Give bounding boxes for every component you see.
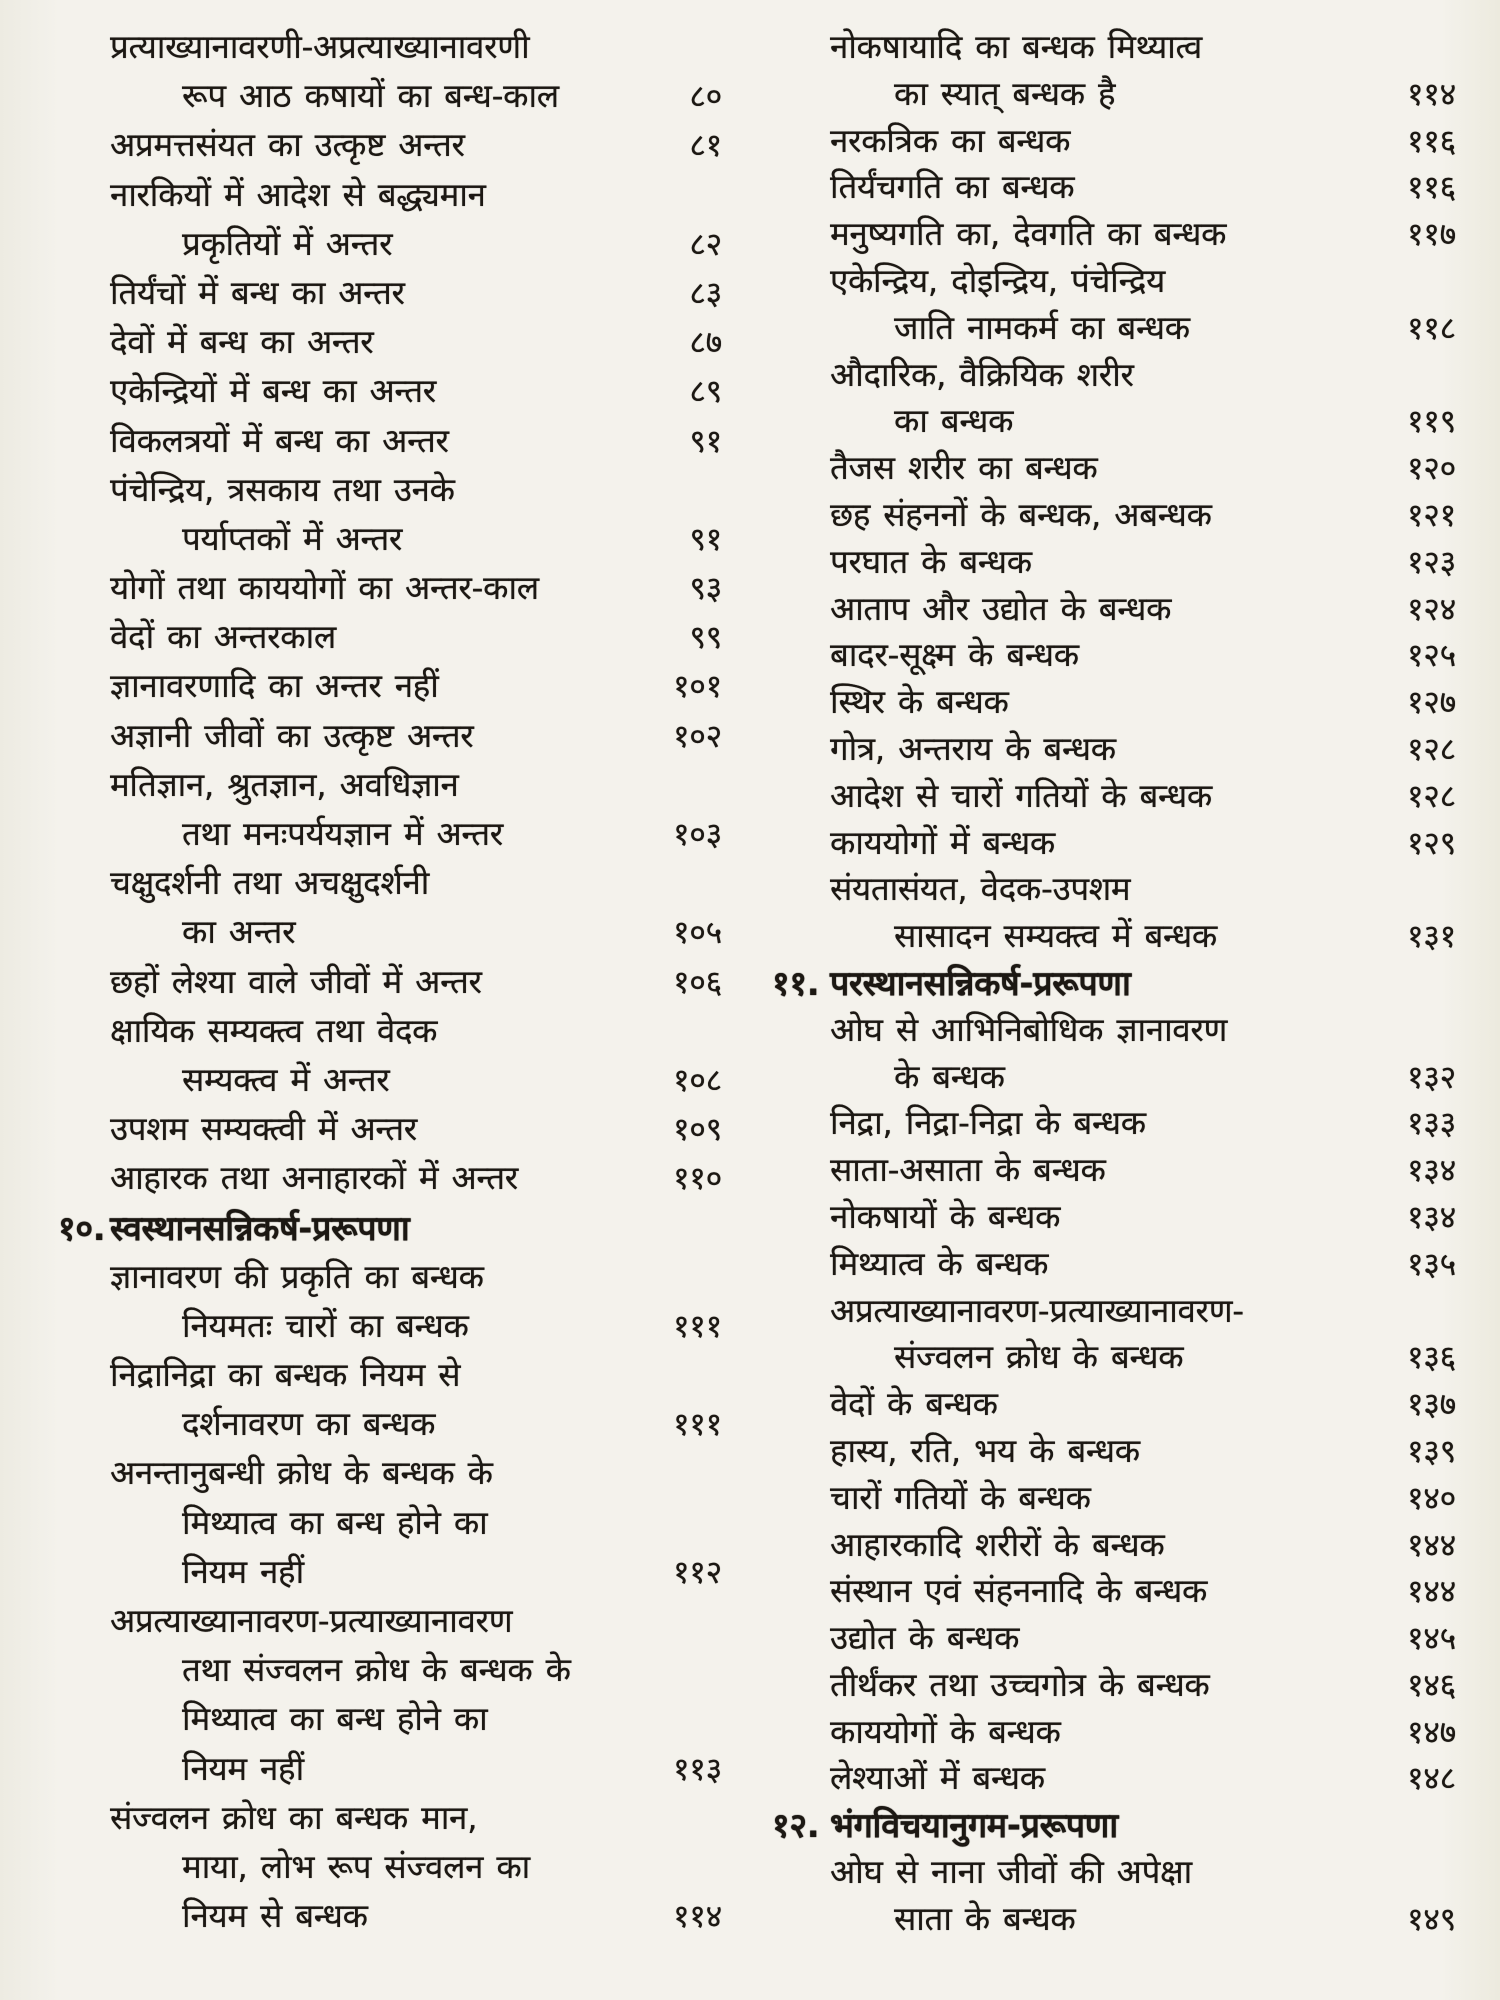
- toc-entry-text: तथा मनःपर्ययज्ञान में अन्तर: [182, 814, 503, 853]
- toc-entry-text: पंचेन्द्रिय, त्रसकाय तथा उनके: [110, 469, 455, 509]
- toc-entry-text: ओघ से नाना जीवों की अपेक्षा: [830, 1852, 1192, 1892]
- page-number: ८१: [689, 126, 722, 165]
- page-number: ११६: [1406, 168, 1456, 207]
- toc-entry-text: दर्शनावरण का बन्धक: [182, 1404, 436, 1444]
- toc-entry-text: उद्योत के बन्धक: [830, 1618, 1020, 1658]
- toc-entry-text: चारों गतियों के बन्धक: [830, 1477, 1091, 1517]
- page-number: ११८: [1406, 308, 1456, 347]
- toc-entry-text: परघात के बन्धक: [830, 541, 1032, 581]
- toc-entry-line: [772, 120, 1456, 167]
- toc-entry-line: [772, 1711, 1456, 1758]
- toc-entry-text: नियम नहीं: [182, 1748, 304, 1788]
- page-number: ९१: [689, 421, 722, 460]
- toc-entry-line: [772, 1149, 1456, 1196]
- toc-entry-text: स्थिर के बन्धक: [830, 682, 1009, 722]
- toc-entry-line: [58, 174, 722, 223]
- page-number: ८३: [689, 273, 722, 312]
- page-number: १११: [672, 1405, 722, 1444]
- toc-entry-line: [58, 75, 722, 124]
- toc-entry-text: चक्षुदर्शनी तथा अचक्षुदर्शनी: [110, 863, 430, 903]
- toc-entry-line: [772, 1243, 1456, 1290]
- page-number: १३९: [1406, 1431, 1456, 1470]
- toc-entry-line: [772, 728, 1456, 775]
- toc-entry-text: का बन्धक: [894, 401, 1014, 441]
- toc-entry-line: [772, 494, 1456, 541]
- toc-entry-text: सम्यक्त्व में अन्तर: [182, 1059, 390, 1099]
- toc-entry-text: एकेन्द्रियों में बन्ध का अन्तर: [110, 371, 436, 411]
- page-number: ११४: [1406, 74, 1456, 113]
- page-number: १३७: [1406, 1385, 1456, 1424]
- toc-entry-line: [772, 775, 1456, 822]
- toc-entry-text: का अन्तर: [182, 912, 296, 952]
- page-number: १२७: [1406, 683, 1456, 722]
- toc-entry-text: अनन्तानुबन्धी क्रोध के बन्धक के: [110, 1453, 493, 1493]
- toc-entry-line: [772, 681, 1456, 728]
- toc-entry-line: [772, 1664, 1456, 1711]
- toc-entry-line: [58, 1600, 722, 1649]
- toc-entry-text: तिर्यंचगति का बन्धक: [830, 167, 1075, 207]
- section-number: १०.: [58, 1208, 106, 1249]
- toc-entry-text: लेश्याओं में बन्धक: [830, 1758, 1045, 1798]
- toc-entry-text: आहारकादि शरीरों के बन्धक: [830, 1524, 1165, 1564]
- page-number: १११: [672, 1306, 722, 1345]
- toc-entry-line: [772, 1383, 1456, 1430]
- toc-entry-line: [58, 223, 722, 272]
- toc-column-right: [772, 26, 1456, 1945]
- page-number: १२३: [1406, 542, 1456, 581]
- toc-entry-line: [772, 1430, 1456, 1477]
- section-title: भंगविचयानुगम-प्ररूपणा: [830, 1806, 1118, 1847]
- page-number: १३४: [1406, 1151, 1456, 1190]
- toc-entry-line: [772, 822, 1456, 869]
- toc-entry-line: [772, 1851, 1456, 1898]
- toc-entry-line: [772, 868, 1456, 915]
- toc-entry-line: [58, 567, 722, 616]
- page-number: १४७: [1406, 1712, 1456, 1751]
- page-number: १३२: [1406, 1057, 1456, 1096]
- section-number: १२.: [772, 1806, 820, 1847]
- page-number: १०९: [672, 1110, 722, 1149]
- toc-entry-text: निद्रानिद्रा का बन्धक नियम से: [110, 1355, 461, 1395]
- toc-entry-text: औदारिक, वैक्रियिक शरीर: [830, 354, 1134, 394]
- toc-entry-line: [58, 862, 722, 911]
- page-number: ११३: [672, 1749, 722, 1788]
- toc-entry-line: [58, 665, 722, 714]
- toc-entry-line: [58, 26, 722, 75]
- toc-entry-line: [772, 400, 1456, 447]
- toc-entry-line: [772, 1102, 1456, 1149]
- toc-entry-text: नोकषायों के बन्धक: [830, 1196, 1061, 1236]
- page-number: १०५: [672, 913, 722, 952]
- toc-entry-text: आताप और उद्योत के बन्धक: [830, 588, 1172, 628]
- toc-entry-text: आहारक तथा अनाहारकों में अन्तर: [110, 1158, 518, 1198]
- page-number: १२८: [1406, 729, 1456, 768]
- page-number: १४८: [1406, 1759, 1456, 1798]
- toc-entry-text: वेदों के बन्धक: [830, 1384, 998, 1424]
- page-number: १२८: [1406, 776, 1456, 815]
- page-number: ८०: [689, 77, 722, 116]
- toc-entry-text: विकलत्रयों में बन्ध का अन्तर: [110, 420, 449, 460]
- toc-entry-text: गोत्र, अन्तराय के बन्धक: [830, 728, 1116, 768]
- page-number: १२४: [1406, 589, 1456, 628]
- toc-entry-text: अप्रमत्तसंयत का उत्कृष्ट अन्तर: [110, 125, 465, 165]
- section-title: परस्थानसन्निकर्ष-प्ररूपणा: [830, 963, 1131, 1004]
- toc-entry-line: [58, 1895, 722, 1944]
- toc-entry-text: काययोगों के बन्धक: [830, 1711, 1061, 1751]
- toc-entry-line: [772, 541, 1456, 588]
- toc-entry-text: तिर्यंचों में बन्ध का अन्तर: [110, 272, 405, 312]
- toc-entry-line: [58, 616, 722, 665]
- page-number: १२१: [1406, 495, 1456, 534]
- toc-entry-line: [772, 260, 1456, 307]
- toc-entry-line: [772, 1524, 1456, 1571]
- page-number: १०२: [672, 716, 722, 755]
- page-number: १४४: [1406, 1525, 1456, 1564]
- page-number: १४६: [1406, 1665, 1456, 1704]
- toc-entry-line: [58, 1403, 722, 1452]
- toc-entry-line: [58, 1452, 722, 1501]
- toc-entry-text: के बन्धक: [894, 1056, 1005, 1096]
- toc-entry-line: [772, 1009, 1456, 1056]
- toc-entry-text: संयतासंयत, वेदक-उपशम: [830, 869, 1131, 909]
- toc-entry-line: [58, 1502, 722, 1551]
- page-number: ९९: [689, 618, 722, 657]
- toc-entry-line: [772, 307, 1456, 354]
- toc-entry-line: [772, 1290, 1456, 1337]
- toc-entry-text: उपशम सम्यक्त्वी में अन्तर: [110, 1109, 417, 1149]
- toc-entry-line: [58, 1846, 722, 1895]
- section-number: ११.: [772, 963, 820, 1004]
- toc-entry-line: [772, 213, 1456, 260]
- section-title: स्वस्थानसन्निकर्ष-प्ररूपणा: [110, 1208, 410, 1249]
- toc-entry-text: संस्थान एवं संहननादि के बन्धक: [830, 1571, 1208, 1611]
- page-number: १२९: [1406, 823, 1456, 862]
- toc-entry-text: तीर्थंकर तथा उच्चगोत्र के बन्धक: [830, 1664, 1210, 1704]
- toc-entry-line: [772, 1196, 1456, 1243]
- toc-entry-line: [58, 1108, 722, 1157]
- toc-section-heading: [58, 1207, 722, 1256]
- page-number: १०१: [672, 667, 722, 706]
- toc-entry-text: मिथ्यात्व के बन्धक: [830, 1243, 1049, 1283]
- toc-entry-line: [772, 354, 1456, 401]
- toc-entry-text: तथा संज्वलन क्रोध के बन्धक के: [182, 1650, 571, 1690]
- toc-entry-text: संज्वलन क्रोध के बन्धक: [894, 1337, 1184, 1377]
- page-number: ९३: [689, 569, 722, 608]
- toc-entry-line: [772, 1477, 1456, 1524]
- toc-entry-text: नारकियों में आदेश से बद्ध्यमान: [110, 174, 486, 214]
- toc-entry-text: हास्य, रति, भय के बन्धक: [830, 1430, 1140, 1470]
- toc-entry-text: नियम नहीं: [182, 1551, 304, 1591]
- toc-entry-line: [58, 1649, 722, 1698]
- toc-entry-text: माया, लोभ रूप संज्वलन का: [182, 1846, 530, 1886]
- toc-entry-line: [58, 469, 722, 518]
- toc-entry-text: नोकषायादि का बन्धक मिथ्यात्व: [830, 27, 1202, 66]
- toc-entry-text: अज्ञानी जीवों का उत्कृष्ट अन्तर: [110, 715, 474, 755]
- toc-entry-line: [58, 1157, 722, 1206]
- toc-entry-text: छहों लेश्या वाले जीवों में अन्तर: [110, 961, 482, 1001]
- toc-entry-line: [58, 124, 722, 173]
- page-number: १३४: [1406, 1197, 1456, 1236]
- toc-entry-text: अप्रत्याख्यानावरण-प्रत्याख्यानावरण: [110, 1601, 513, 1640]
- toc-entry-line: [772, 1056, 1456, 1103]
- page-number: १४४: [1406, 1572, 1456, 1611]
- page-number: ८९: [689, 372, 722, 411]
- toc-entry-text: साता के बन्धक: [894, 1898, 1076, 1938]
- toc-entry-text: नरकत्रिक का बन्धक: [830, 120, 1071, 160]
- toc-entry-line: [58, 715, 722, 764]
- toc-entry-text: पर्याप्तकों में अन्तर: [182, 518, 403, 558]
- toc-entry-line: [58, 1305, 722, 1354]
- page-number: ८२: [689, 224, 722, 263]
- toc-entry-line: [772, 166, 1456, 213]
- toc-entry-line: [772, 26, 1456, 73]
- toc-entry-line: [58, 961, 722, 1010]
- toc-entry-line: [58, 764, 722, 813]
- toc-entry-text: सासादन सम्यक्त्व में बन्धक: [894, 916, 1217, 956]
- toc-entry-line: [58, 1256, 722, 1305]
- page-number: ११२: [672, 1552, 722, 1591]
- page-number: १३१: [1406, 917, 1456, 956]
- toc-entry-line: [58, 1551, 722, 1600]
- toc-entry-line: [58, 813, 722, 862]
- toc-entry-line: [772, 73, 1456, 120]
- toc-entry-text: छह संहननों के बन्धक, अबन्धक: [830, 494, 1212, 534]
- toc-entry-text: तैजस शरीर का बन्धक: [830, 448, 1098, 488]
- page-number: १०६: [672, 962, 722, 1001]
- page-number: १४०: [1406, 1478, 1456, 1517]
- page-number: १०८: [672, 1060, 722, 1099]
- page-number: १०३: [672, 815, 722, 853]
- page-number: ११९: [1406, 402, 1456, 441]
- toc-entry-text: मनुष्यगति का, देवगति का बन्धक: [830, 214, 1227, 254]
- toc-entry-text: ज्ञानावरण की प्रकृति का बन्धक: [110, 1256, 484, 1296]
- toc-entry-text: प्रकृतियों में अन्तर: [182, 223, 393, 263]
- toc-entry-text: ओघ से आभिनिबोधिक ज्ञानावरण: [830, 1009, 1228, 1049]
- toc-entry-line: [58, 1010, 722, 1059]
- toc-entry-line: [772, 1617, 1456, 1664]
- toc-entry-line: [772, 588, 1456, 635]
- toc-entry-text: का स्यात् बन्धक है: [894, 73, 1116, 113]
- toc-entry-text: संज्वलन क्रोध का बन्धक मान,: [110, 1797, 478, 1837]
- page-number: ८७: [689, 323, 722, 362]
- toc-entry-text: आदेश से चारों गतियों के बन्धक: [830, 775, 1212, 815]
- toc-entry-line: [772, 1336, 1456, 1383]
- toc-entry-line: [772, 447, 1456, 494]
- page-number: १४५: [1406, 1619, 1456, 1658]
- toc-entry-text: क्षायिक सम्यक्त्व तथा वेदक: [110, 1010, 438, 1050]
- page-number: ११६: [1406, 121, 1456, 160]
- toc-entry-text: मिथ्यात्व का बन्ध होने का: [182, 1502, 488, 1542]
- toc-entry-text: देवों में बन्ध का अन्तर: [110, 322, 374, 362]
- toc-entry-text: मतिज्ञान, श्रुतज्ञान, अवधिज्ञान: [110, 764, 459, 804]
- toc-entry-text: नियमतः चारों का बन्धक: [182, 1305, 469, 1345]
- toc-entry-text: बादर-सूक्ष्म के बन्धक: [830, 635, 1079, 675]
- toc-section-heading: [772, 962, 1456, 1009]
- toc-entry-line: [58, 518, 722, 567]
- toc-entry-text: प्रत्याख्यानावरणी-अप्रत्याख्यानावरणी: [110, 27, 530, 66]
- toc-entry-text: मिथ्यात्व का बन्ध होने का: [182, 1699, 488, 1739]
- page-number: १३३: [1406, 1104, 1456, 1143]
- toc-entry-line: [58, 1059, 722, 1108]
- toc-entry-line: [58, 420, 722, 469]
- toc-entry-text: निद्रा, निद्रा-निद्रा के बन्धक: [830, 1103, 1146, 1143]
- toc-entry-text: साता-असाता के बन्धक: [830, 1150, 1106, 1190]
- page-number: ११०: [672, 1159, 722, 1198]
- toc-entry-text: योगों तथा काययोगों का अन्तर-काल: [110, 568, 539, 608]
- page-number: १३५: [1406, 1244, 1456, 1283]
- toc-entry-line: [772, 634, 1456, 681]
- page-number: ११७: [1406, 215, 1456, 254]
- toc-entry-text: अप्रत्याख्यानावरण-प्रत्याख्यानावरण-: [830, 1290, 1244, 1330]
- page-number: १२०: [1406, 449, 1456, 488]
- toc-entry-text: नियम से बन्धक: [182, 1896, 368, 1936]
- toc-entry-line: [58, 1698, 722, 1747]
- toc-entry-line: [58, 1797, 722, 1846]
- toc-entry-line: [58, 911, 722, 960]
- toc-entry-text: रूप आठ कषायों का बन्ध-काल: [182, 76, 559, 116]
- toc-entry-line: [58, 370, 722, 419]
- page-number: ९१: [689, 519, 722, 558]
- toc-entry-text: एकेन्द्रिय, दोइन्द्रिय, पंचेन्द्रिय: [830, 260, 1165, 300]
- toc-entry-line: [58, 1748, 722, 1797]
- toc-entry-line: [772, 1757, 1456, 1804]
- toc-entry-line: [58, 321, 722, 370]
- page-number: १३६: [1406, 1338, 1456, 1377]
- toc-entry-line: [58, 272, 722, 321]
- page-number: ११४: [672, 1897, 722, 1936]
- toc-entry-text: काययोगों में बन्धक: [830, 822, 1055, 862]
- page-number: १२५: [1406, 636, 1456, 675]
- toc-entry-text: वेदों का अन्तरकाल: [110, 617, 336, 657]
- toc-entry-line: [58, 1354, 722, 1403]
- toc-entry-text: जाति नामकर्म का बन्धक: [894, 307, 1190, 347]
- toc-entry-line: [772, 915, 1456, 962]
- toc-entry-text: ज्ञानावरणादि का अन्तर नहीं: [110, 666, 439, 706]
- toc-section-heading: [772, 1804, 1456, 1851]
- page-number: १४९: [1406, 1899, 1456, 1938]
- toc-entry-line: [772, 1570, 1456, 1617]
- toc-entry-line: [772, 1898, 1456, 1945]
- toc-column-left: [58, 26, 722, 1944]
